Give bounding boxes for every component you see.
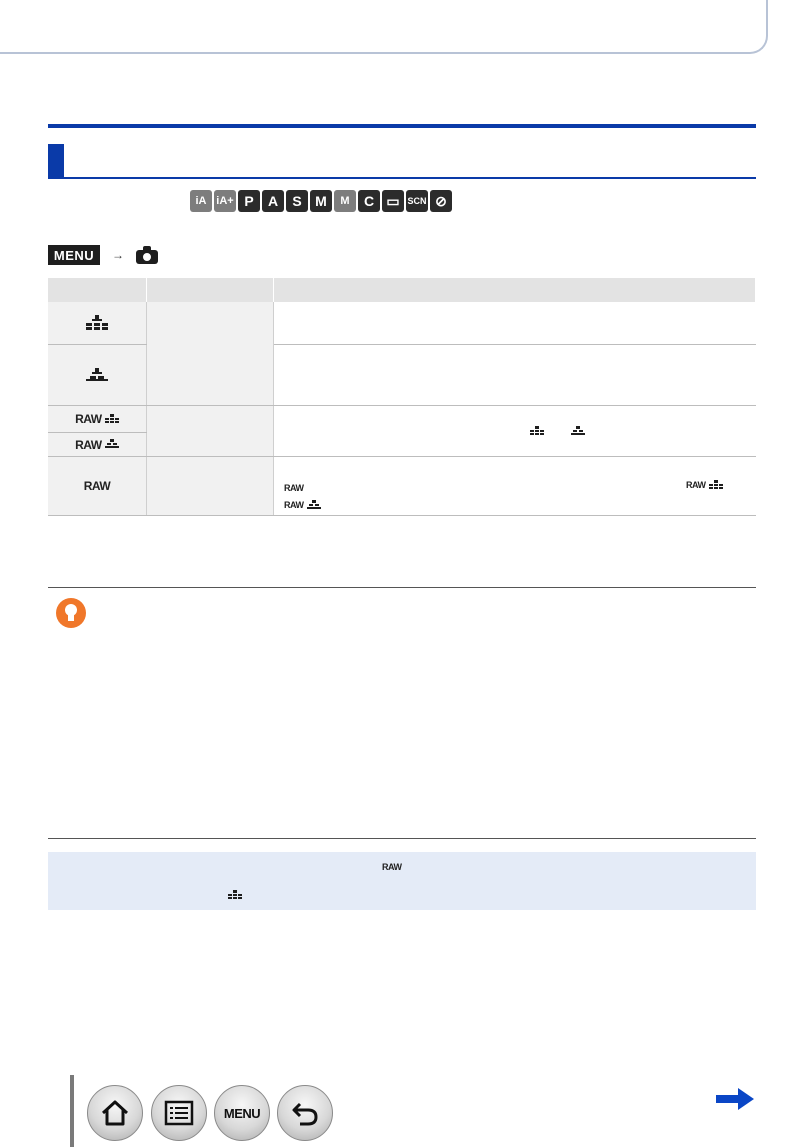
raw-jpeg-format-cell [147,405,274,456]
mode-intelligent-auto-plus-icon: iA+ [214,190,236,212]
section-marker [48,144,64,177]
home-button[interactable] [87,1085,143,1141]
mode-panorama-icon: ▭ [382,190,404,212]
standard-description [274,344,756,405]
recording-mode-icons [190,190,452,212]
quality-standard-icon [571,426,585,436]
raw-only-cell [48,456,147,515]
back-button[interactable] [277,1085,333,1141]
raw-label: RAW [75,411,102,426]
quality-standard-icon [307,500,321,510]
menu-button-label: MENU [223,1105,261,1121]
table-row [48,302,756,344]
quality-fine-icon [105,414,119,424]
mode-shutter-icon: S [286,190,308,212]
raw-jpeg-description [274,405,756,456]
raw-label: RAW [75,437,102,452]
mode-program-icon: P [238,190,260,212]
mode-creative-control-icon: ⊘ [430,190,452,212]
quality-settings-table [48,278,756,516]
fine-cell [48,302,147,344]
table-row [48,456,756,515]
raw-standard-ref [284,499,321,511]
raw-label: RAW [686,479,706,490]
mode-custom-icon: C [358,190,380,212]
raw-standard-cell [48,432,147,456]
mode-manual-icon: M [310,190,332,212]
note-box [48,852,756,910]
raw-label: RAW [83,478,111,493]
back-arrow-icon [290,1100,320,1126]
section-title-bar [48,144,756,179]
next-page-arrow-icon[interactable] [714,1086,756,1112]
nav-divider [70,1075,74,1147]
list-icon [164,1100,194,1126]
table-header-description [274,278,756,302]
raw-format-cell [147,456,274,515]
contents-button[interactable] [151,1085,207,1141]
mode-intelligent-auto-icon: iA [190,190,212,212]
raw-fine-ref [686,479,723,491]
quality-fine-icon [86,315,108,331]
camera-icon [136,246,158,264]
mode-scene-icon: SCN [406,190,428,212]
table-header-setting [48,278,147,302]
quality-standard-icon [105,439,119,449]
quality-standard-icon [86,368,108,382]
table-row [48,405,756,432]
arrow-icon: → [112,248,124,262]
fine-description [274,302,756,344]
raw-label: RAW [382,862,402,872]
tip-bottom-rule [48,838,756,839]
table-header-format [147,278,274,302]
standard-cell [48,344,147,405]
quality-fine-icon [228,890,242,900]
mode-aperture-icon: A [262,190,284,212]
page-frame [0,0,768,54]
quality-fine-icon [709,480,723,490]
home-icon [100,1099,130,1127]
menu-path [48,244,158,266]
tip-top-rule [48,587,756,588]
raw-description [274,456,756,515]
jpeg-format-cell [147,302,274,405]
table-header-row [48,278,756,302]
raw-label: RAW [284,499,304,510]
mode-creative-video-icon: M [334,190,356,212]
lightbulb-icon [56,598,86,628]
quality-fine-icon [530,426,544,436]
raw-fine-cell [48,405,147,432]
menu-badge: MENU [48,245,100,265]
menu-button[interactable] [214,1085,270,1141]
raw-label: RAW [284,482,304,493]
chapter-rule [48,124,756,128]
